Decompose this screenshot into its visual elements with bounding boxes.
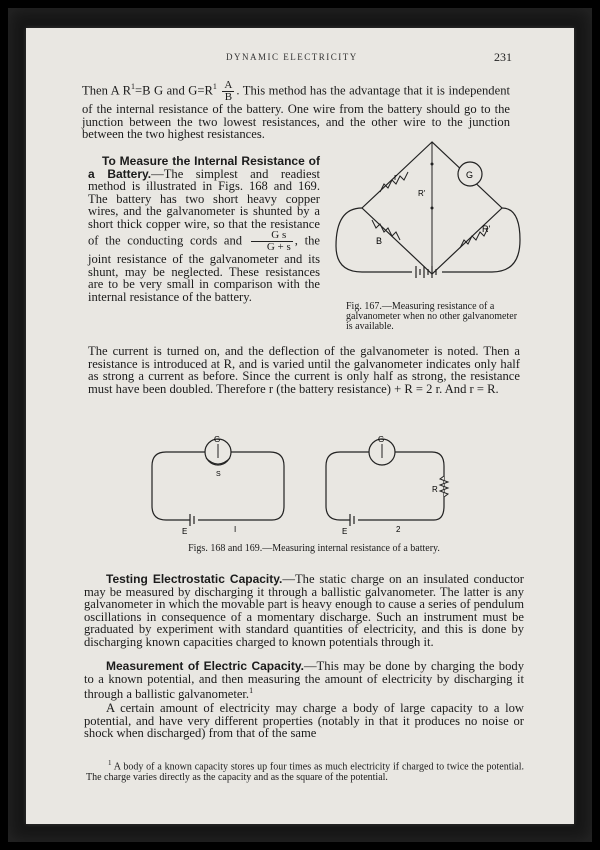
svg-text:I: I [234,525,237,534]
running-head: DYNAMIC ELECTRICITY [226,52,358,62]
fig-168-169-caption: Figs. 168 and 169.—Measuring internal resistance of a battery. [188,543,440,554]
fig-169 [326,436,448,536]
footnote-marker: 1 [108,759,112,767]
internal-resistance-continuation: The current is turned on, and the deflection of the galvanometer is noted. Then a resistance is introduced at R, and is varied until the galvanometer indicates only half as strong a current as before. Since the current is only half as strong, the resistance must have been doubled. Therefore r (the battery resistance) + R = 2 r. And r = R. [88,344,520,396]
capacity-paragraph-3: A certain amount of electricity may charge a body of large capacity to a low potential, and have very different properties (notably in that it produces no noise or shock when discharged) from that of the same [84,701,524,740]
svg-text:S: S [216,471,221,478]
page-number: 231 [494,50,512,64]
internal-resistance-paragraph [88,155,320,303]
resistor-r-coil [440,476,448,497]
footnote-text: A body of a known capacity stores up four times as much electricity if charged to twice the potential. The charge varies directly as the capacity and as the square of the potential. [86,761,524,783]
footnote [86,758,524,783]
footnote-ref: 1 [249,686,254,695]
formula-prefix: Then A R [82,83,131,98]
internal-resistance-text-2: , the joint resistance of the galvanometer and its shunt, may be neglected. These resistances are to be very small in comparison with the internal resistance of the battery. [88,233,320,304]
book-page [26,28,574,824]
fig-167-caption: Fig. 167.—Measuring resistance of a galvanometer when no other galvanometer is available. [346,301,518,332]
testing-capacity-heading: Testing Electrostatic Capacity. [106,572,283,586]
svg-text:E: E [342,527,348,536]
measurement-capacity-heading: Measurement of Electric Capacity. [106,659,304,673]
svg-text:R: R [432,485,438,494]
intro-paragraph [82,80,510,141]
svg-text:G: G [214,436,221,444]
svg-text:R': R' [418,189,426,198]
fraction-gs-over-g-plus-s: $\frac{\text{G s}}{G + s}$ [251,230,293,253]
fig-167-diagram [332,136,528,296]
internal-resistance-heading: To Measure the Internal Resistance of a Battery. [88,154,320,181]
formula-sup-2: 1 [212,82,217,92]
intro-text: . This method has the advantage that it is independent of the internal resistance of the battery. One wire from the battery should go to the junction between the two lowest resistances, and the other wire to the junction between the two highest resistances. [82,83,510,141]
svg-text:R': R' [482,224,491,234]
testing-capacity-text: —The static charge on an insulated conductor may be measured by discharging it through a ballistic galvanometer. The latter is any galvanometer in which the movable part is heavy enough to cause a series of pendulum oscillations in consequence of a momentary discharge. Such an instrument must be graduated by experiment with standard quantities of electricity, and this is done by discharging known capacities charged to known potentials through it. [84,572,524,649]
testing-capacity-paragraph [84,573,524,648]
measurement-capacity-text: —This may be done by charging the body to a known potential, and then measuring the amount of electricity by discharging it through a ballistic galvanometer. [84,659,524,702]
fig-168-169-diagram [146,436,466,536]
formula-mid: =B G and G=R [134,83,213,98]
svg-text:2: 2 [396,525,401,534]
svg-text:G: G [378,436,385,444]
svg-text:r: r [394,172,397,182]
page-header [26,50,574,68]
fraction-a-over-b: $\frac{A}{B}$ [224,79,233,103]
formula-sup-1: 1 [130,82,135,92]
svg-text:E: E [182,527,188,536]
fig-168 [152,436,284,536]
internal-resistance-text-1: —The simplest and readiest method is illustrated in Figs. 168 and 169. The battery has two short heavy copper wires, and the galvanometer is shunted by a short thick copper wire, so that the resistance of the conducting cords and [88,166,320,248]
svg-text:G: G [466,170,474,180]
svg-text:B: B [376,236,383,246]
measurement-capacity-paragraph [84,660,524,701]
